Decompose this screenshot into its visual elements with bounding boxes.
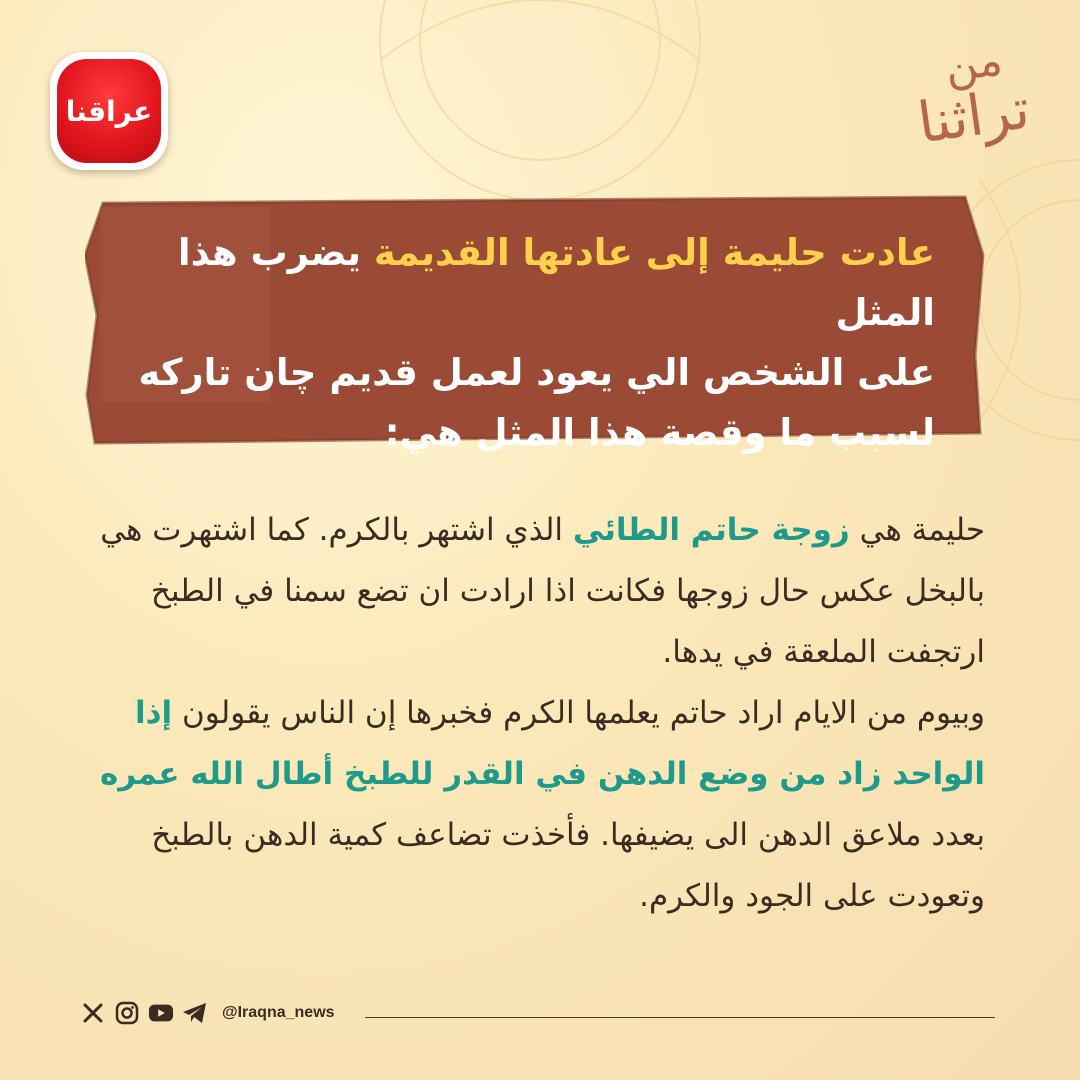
headline-line1-rest: يضرب هذا المثل (177, 231, 935, 334)
story-body (95, 500, 985, 927)
headline-text (120, 223, 935, 463)
instagram-icon[interactable] (114, 1000, 140, 1026)
footer (80, 1000, 995, 1036)
logo-text: عراقنا (57, 59, 161, 163)
x-icon[interactable] (80, 1000, 106, 1026)
series-title-word1: من (941, 34, 1006, 93)
social-icons (80, 1000, 208, 1026)
story-p2-end: بعدد ملاعق الدهن الى يضيفها. فأخذت تضاعف كمية الدهن بالطبخ وتعودت على الجود والكرم. (151, 817, 985, 914)
headline-line3: لسبب ما وقصة هذا المثل هي: (384, 411, 935, 454)
headline-highlight: عادت حليمة إلى عادتها القديمة (373, 231, 935, 274)
story-p2-start: وبيوم من الايام اراد حاتم يعلمها الكرم فخبرها إن الناس يقولون (172, 695, 985, 731)
telegram-icon[interactable] (182, 1000, 208, 1026)
series-title-word2: تراثنا (914, 76, 1034, 157)
youtube-icon[interactable] (148, 1000, 174, 1026)
story-p1-end: الذي اشتهر بالكرم. كما اشتهرت هي بالبخل عكس حال زوجها فكانت اذا ارادت ان تضع سمنا في الطبخ ارتجفت الملعقة في يدها. (100, 512, 985, 670)
headline-banner (85, 195, 985, 454)
story-paragraph-2 (95, 683, 985, 927)
story-p2-highlight: إذا الواحد زاد من وضع الدهن في القدر للطبخ أطال الله عمره (99, 695, 985, 792)
story-p1-highlight: زوجة حاتم الطائي (572, 512, 850, 548)
iraqna-logo (50, 52, 168, 170)
headline-line2: على الشخص الي يعود لعمل قديم چان تاركه (138, 351, 935, 394)
social-handle[interactable]: @Iraqna_news (222, 1004, 335, 1021)
series-title (900, 34, 1034, 188)
footer-divider (365, 1017, 995, 1018)
story-paragraph-1 (95, 500, 985, 683)
story-p1-start: حليمة هي (849, 512, 985, 548)
